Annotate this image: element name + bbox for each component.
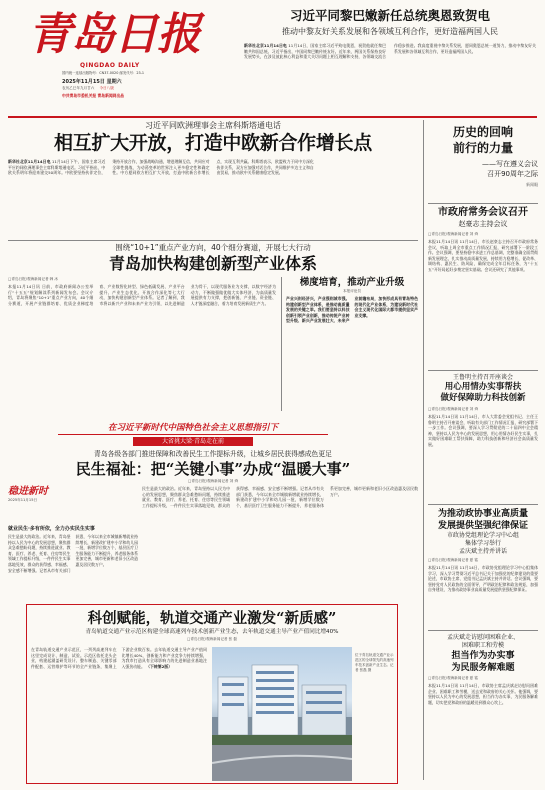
lead-body <box>244 43 536 98</box>
rail-rule-4 <box>428 630 538 631</box>
history-tag: 新闻眼 <box>526 182 538 187</box>
visit-byline: □青岛日报/观海新闻记者 夏 铭 <box>428 676 479 680</box>
sci-photo <box>212 647 352 781</box>
union-byline: □青岛日报/观海新闻记者 刘 舜 <box>428 407 479 411</box>
union-story <box>428 373 538 501</box>
lunar-date <box>62 86 114 91</box>
building-photo-icon <box>212 647 352 781</box>
masthead-rule <box>8 116 537 118</box>
history-feature <box>428 124 538 202</box>
livelihood-title[interactable]: 民生福祉：把“关键小事”办成“温暖大事” <box>75 460 351 478</box>
industry-title[interactable]: 青岛加快构建创新型产业体系 <box>108 254 317 273</box>
rail-rule-1 <box>428 203 538 204</box>
lead-subtitle: 推动中黎友好关系发展和各领域互利合作，更好造福两国人民 <box>282 27 498 36</box>
cppcc-title[interactable]: 为推动政协事业高质量 <box>437 509 528 519</box>
europe-body-text: 11月14日下午，国家主席习近平应约同欧洲理事会主席科斯塔通电话。习近平指出，中欧关系明年将迎来建交50周年。中欧要坚持伙伴定位，秉持开放合作，加强战略沟通，增进理解互信，共同应对全球性挑战，为动荡变革的世界注入更多稳定性和确定性。中方愿同欧方相互扩大开放，打造中欧新合作增长点，实现互利共赢。科斯塔表示，欧盟致力于同中方深化伙伴关系，双方应加强对话合作，共同维护多边主义和自由贸易，推动欧中关系健康稳定发展。 <box>8 159 314 176</box>
rail-divider <box>423 120 424 780</box>
europe-body <box>8 159 418 235</box>
europe-story <box>8 120 418 238</box>
livelihood-sub1: 就业民生·多有所依，全力办实民生实事 <box>8 526 95 532</box>
lead-story <box>244 8 536 112</box>
europe-source: 新华社北京11月14日电 <box>8 159 51 164</box>
visit-title4[interactable]: 为民服务解难题 <box>451 663 515 673</box>
livelihood-sub1-box <box>8 526 138 533</box>
visit-story <box>428 634 538 784</box>
cppcc-sub2: 集体学习举行 <box>464 540 501 547</box>
issn-text: 国内统一连续出版物号：CN37-0020 邮发代号：23-1 <box>62 71 145 75</box>
meeting-sub: 赵豪志主持会议 <box>458 220 508 228</box>
history-title2[interactable]: 前行的力量 <box>452 141 513 155</box>
cppcc-title2[interactable]: 发展提供坚强纪律保证 <box>437 521 528 531</box>
europe-title[interactable]: 相互扩大开放，打造中欧新合作增长点 <box>54 132 372 154</box>
column-sub <box>133 437 253 446</box>
pages-text: 今日八版 <box>99 86 114 90</box>
cppcc-sub3: 孟庆斌主持并讲话 <box>458 548 507 555</box>
lead-source: 新华社北京11月14日电 <box>244 43 287 48</box>
union-title3[interactable]: 做好保障助力科技创新 <box>440 393 526 403</box>
union-title: 王鲁明主持召开座谈会 <box>452 374 513 381</box>
visit-title2: 困难职工和劳模 <box>461 642 504 649</box>
cppcc-byline: □青岛日报/观海新闻记者 夏 铭 <box>428 558 479 562</box>
livelihood-story <box>8 450 418 600</box>
history-title[interactable]: 历史的回响 <box>452 125 513 139</box>
industry-byline: □青岛日报/观海新闻记者 韩 冰 <box>8 277 59 281</box>
cppcc-body: 本报11月14日讯 11月14日，市政协党组理论学习中心组集体学习，深入学习贯彻习近平总书记关于加强党的纪律建设的重要论述，市政协主席、党组书记孟庆斌主持并讲话。会议强调，要坚持党对人民政协的全面领导，严明政治纪律和政治规矩，加强自身建设，为推动政协事业高质量发展提供坚强纪律保证。 <box>428 565 538 593</box>
rail-rule-2 <box>428 370 538 371</box>
history-sub: ——写在遵义会议 <box>482 160 538 168</box>
feature-banner <box>58 422 328 448</box>
meeting-byline: □青岛日报/观海新闻记者 刘 舜 <box>428 232 479 236</box>
meeting-title[interactable]: 市政府常务会议召开 <box>438 207 528 218</box>
industry-body: 本报11月14日讯 日前，市政府新闻办公室举行“十五五”规划解读系列新闻发布会。会议介绍，青岛将聚焦“10+1”重点产业方向，40个细分赛道，开展产业链群培育、优质企业梯度培育、产业数智化转型、绿色低碳发展、产业平台提升、产业生态优化、开放合作深化等七大行动，加快构建创新型产业体系。记者了解到，我市将以新兴产业和未来产业为引领，以先进制造业为骨干，以现代服务业为支撑，以数字经济为动力，不断做强做优做大实体经济，为高质量发展提供有力支撑，把创新链、产业链、资金链、人才链深度融合，着力培育发展新质生产力。 <box>8 284 276 306</box>
industry-kicker: 围绕“10+1”重点产业方向，40个细分赛道，开展七大行动 <box>115 243 311 252</box>
logo-pinyin: QINGDAO DAILY <box>80 62 140 69</box>
industry-main-col <box>8 277 276 411</box>
livelihood-tag: 稳进新时 <box>8 486 48 497</box>
sci-story <box>26 604 398 784</box>
livelihood-tag-box <box>8 486 98 508</box>
column-sub-text: 大省挑大梁·青岛走在前 <box>162 438 224 445</box>
lead-title[interactable]: 习近平同黎巴嫩新任总统奥恩致贺电 <box>289 8 490 23</box>
sci-more: （下转第2版） <box>146 663 173 669</box>
livelihood-tag-sub: 2025年11月15日 <box>8 498 38 502</box>
sidebar-byline: 本报评论员 <box>343 289 361 293</box>
sci-caption: 位于青岛轨道交通产业示范区的全球领先的高速列车技术创新产业生态。记者 张磊 摄 <box>355 653 394 672</box>
rail-rule-3 <box>428 504 538 505</box>
industry-sidebar <box>281 277 418 411</box>
sci-subtitle: 青岛轨道交通产业示范区构建全球高速列车技术创新产业生态，去年轨道交通主导产业产值同比增40% <box>85 629 339 635</box>
livelihood-byline: □青岛日报/观海新闻记者 刘 舜 <box>187 479 238 483</box>
livelihood-body: 民生是最大的政治。近年来，青岛坚持以人民为中心的发展思想，聚焦群众急难愁盼问题，持续推进就业、教育、医疗、养老、托育、住房等民生领域工作提标升级，一件件民生实事落地见效，群众的获得感、幸福感、安全感不断增强。记者从市有关部门获悉，今年以来全市城镇新增就业持续增长，新建改扩建中小学和幼儿园一批，新增学位数万个，基层医疗卫生服务能力不断提升，养老服务体系更加完善，城市更新和老旧小区改造惠及居民数万户。 <box>142 486 418 508</box>
cppcc-sub: 市政协党组理论学习中心组 <box>446 532 519 539</box>
union-title2[interactable]: 用心用情办实事帮扶 <box>444 382 522 392</box>
sci-title[interactable]: 科创赋能，轨道交通产业激发“新质感” <box>87 610 337 627</box>
visit-title3[interactable]: 担当作为办实事 <box>451 651 515 661</box>
visit-title: 孟庆斌走访慰问困难企业、 <box>446 634 519 641</box>
meeting-story <box>428 206 538 366</box>
newspaper-logo: 青岛日报 <box>28 9 200 60</box>
column-label: 在习近平新时代中国特色社会主义思想指引下 <box>58 422 328 435</box>
industry-story <box>8 243 418 413</box>
sci-body-text: 在青岛轨道交通产业示范区，一列列高速列车在这里完成设计、制造、试验。示范区依托龙头企业，构建起涵盖研发设计、整车制造、关键零部件配套、运营维护等环节的全产业链条，集聚上下游企业数百家。去年轨道交通主导产业产值同比增长40%，创新能力和产业竞争力持续增强，为我市打造具有全球影响力的先进制造业基地注入强劲动能。 <box>31 647 207 669</box>
meeting-body: 本报11月14日讯 11月14日，市长赵豪志主持召开市政府常务会议，听取上周全市重点工作情况汇报，研究部署下一阶段工作。会议强调，要坚持稳中求进工作总基调，完整准确全面贯彻新发展理念，扎实推动高质量发展，持续用力稳增长、促改革、调结构、惠民生、防风险，确保完成全年目标任务，为“十五五”开好局起好步奠定坚实基础。会议还研究了其他事项。 <box>428 239 538 272</box>
europe-kicker: 习近平同欧洲理事会主席科斯塔通电话 <box>145 121 281 130</box>
lunar-text: 农历乙巳年九月廿六 <box>62 86 95 90</box>
livelihood-body-left: 民生是最大的政治。近年来，青岛坚持以人民为中心的发展思想，聚焦群众急难愁盼问题，持续推进就业、教育、医疗、养老、托育、住房等民生领域工作提标升级，一件件民生实事落地见效，群众的获得感、幸福感、安全感不断增强。记者从市有关部门获悉，今年以来全市城镇新增就业持续增长，新建改扩建中小学和幼儿园一批，新增学位数万个，基层医疗卫生服务能力不断提升，养老服务体系更加完善，城市更新和老旧小区改造惠及居民数万户。 <box>8 534 138 573</box>
sidebar-title[interactable]: 梯度培育，推动产业升级 <box>299 277 405 288</box>
section-rule-1 <box>8 240 418 241</box>
union-body: 本报11月14日讯 11月14日，市人大常委会党组书记、主任王鲁明主持召开座谈会，听取有关部门工作情况汇报，研究部署下一步工作。会议强调，要深入学习贯彻党的二十届四中全会精神，坚持以人民为中心的发展思想，用心用情办好民生实事，扎实做好困难职工帮扶保障，助力科技创新和经济社会高质量发展。 <box>428 414 538 447</box>
cppcc-story <box>428 508 538 626</box>
sidebar-body: 产业兴则经济兴，产业强则城市强。构建创新型产业体系，是推动高质量发展的关键之举。我们要坚持以科技创新引领产业创新，推动传统产业转型升级、新兴产业发展壮大、未来产业前瞻布局，加快形成具有青岛特色的现代化产业体系，为建设新时代社会主义现代化国际大都市提供坚实产业支撑。 <box>286 296 418 324</box>
livelihood-kicker: 青岛各级各部门推进保障和改善民生工作提标升级，让城乡居民获得感成色更足 <box>94 450 332 458</box>
sci-body <box>31 647 207 781</box>
org-text: 中共青岛市委机关报 青岛新闻网出品 <box>62 93 125 98</box>
date-text: 2025年11月15日 星期六 <box>62 79 122 85</box>
visit-body: 本报11月14日讯 11月14日，市政协主席孟庆斌走访慰问困难企业、困难职工和劳模，送去党和政府的关心关怀。他强调，要坚持以人民为中心的发展思想，担当作为办实事，为民服务解难题，切实把党和政府的温暖送到群众心坎上。 <box>428 683 538 705</box>
issue-date <box>62 78 122 85</box>
sci-byline: □青岛日报/观海新闻记者 张 磊 <box>186 637 237 641</box>
lead-body-text: 11月14日，国家主席习近平致电奥恩，祝贺他就任黎巴嫩共和国总统。习近平指出，中国同黎巴嫩传统友好。近年来，两国关系保持良好发展势头，在涉及彼此核心利益和重大关切问题上相互理解和支持，各领域交流合作稳步推进。我高度重视中黎关系发展，愿同奥恩总统一道努力，推动中黎友好关系发展和各领域互利合作，更好造福两国人民。 <box>244 43 536 60</box>
history-sub2: 召开90周年之际 <box>487 170 538 178</box>
